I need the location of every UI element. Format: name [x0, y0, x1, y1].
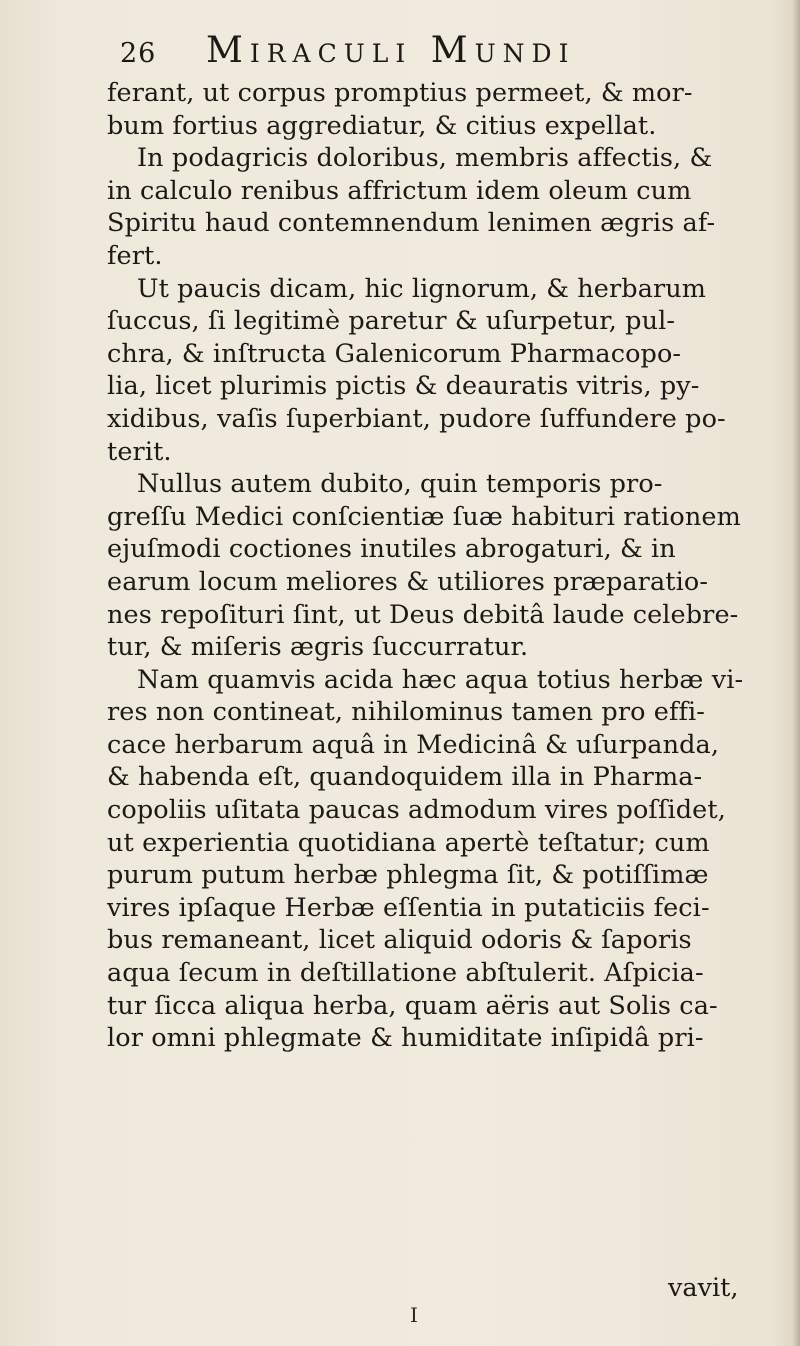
text-line: aqua ſecum in deſtillatione abſtulerit. Aſpicia-: [107, 958, 704, 989]
page-number: 26: [120, 38, 157, 69]
signature-mark: I: [410, 1303, 418, 1327]
text-line: ferant, ut corpus promptius permeet, & mor-: [107, 78, 693, 108]
catchword: vavit,: [668, 1273, 739, 1303]
text-line: copoliis uſitata paucas admodum vires poſſidet,: [107, 795, 726, 826]
text-line: Ut paucis dicam, hic lignorum, & herbarum: [137, 273, 707, 304]
text-line: earum locum meliores & utiliores præparatio-: [107, 566, 709, 597]
running-title: Miraculi Mundi: [206, 30, 576, 71]
text-line: ſuccus, ſi legitimè paretur & uſurpetur, pul-: [107, 306, 676, 337]
text-line: greſſu Medici conſcientiæ ſuæ habituri rationem: [107, 501, 741, 532]
text-line: nes repoſituri ſint, ut Deus debitâ laude celebre-: [107, 599, 739, 630]
text-line: Nam quamvis acida hæc aqua totius herbæ vi-: [137, 664, 744, 695]
body-text: [107, 77, 797, 1055]
text-line: ut experientia quotidiana apertè teſtatur; cum: [107, 827, 710, 858]
text-line: & habenda eſt, quandoquidem illa in Pharma-: [107, 762, 703, 793]
page-header: [120, 30, 680, 82]
text-line: terit.: [107, 436, 172, 467]
text-line: bus remaneant, licet aliquid odoris & ſaporis: [107, 925, 692, 956]
text-line: tur, & miſeris ægris ſuccurratur.: [107, 632, 529, 663]
text-line: lia, licet plurimis pictis & deauratis vitris, py-: [107, 371, 700, 402]
text-line: ejuſmodi coctiones inutiles abrogaturi, & in: [107, 534, 676, 565]
text-line: in calculo renibus affrictum idem oleum cum: [107, 175, 692, 206]
text-line: xidibus, vaſis ſuperbiant, pudore ſuffundere po-: [107, 403, 726, 434]
text-line: chra, & inſtructa Galenicorum Pharmacopo-: [107, 338, 682, 369]
text-line: vires ipſaque Herbæ eſſentia in putaticiis feci-: [107, 892, 710, 923]
text-line: res non contineat, nihilominus tamen pro effi-: [107, 697, 706, 728]
text-line: purum putum herbæ phlegma ſit, & potiſſimæ: [107, 860, 709, 891]
text-line: bum fortius aggrediatur, & citius expellat.: [107, 110, 657, 141]
text-line: In podagricis doloribus, membris affectis, &: [137, 143, 713, 174]
text-line: Nullus autem dubito, quin temporis pro-: [137, 469, 663, 500]
text-line: cace herbarum aquâ in Medicinâ & uſurpanda,: [107, 729, 720, 760]
text-line: fert.: [107, 240, 163, 271]
text-line: lor omni phlegmate & humiditate inſipidâ pri-: [107, 1023, 704, 1054]
text-line: tur ſicca aliqua herba, quam aëris aut Solis ca-: [107, 990, 718, 1021]
text-line: Spiritu haud contemnendum lenimen ægris af-: [107, 208, 716, 239]
